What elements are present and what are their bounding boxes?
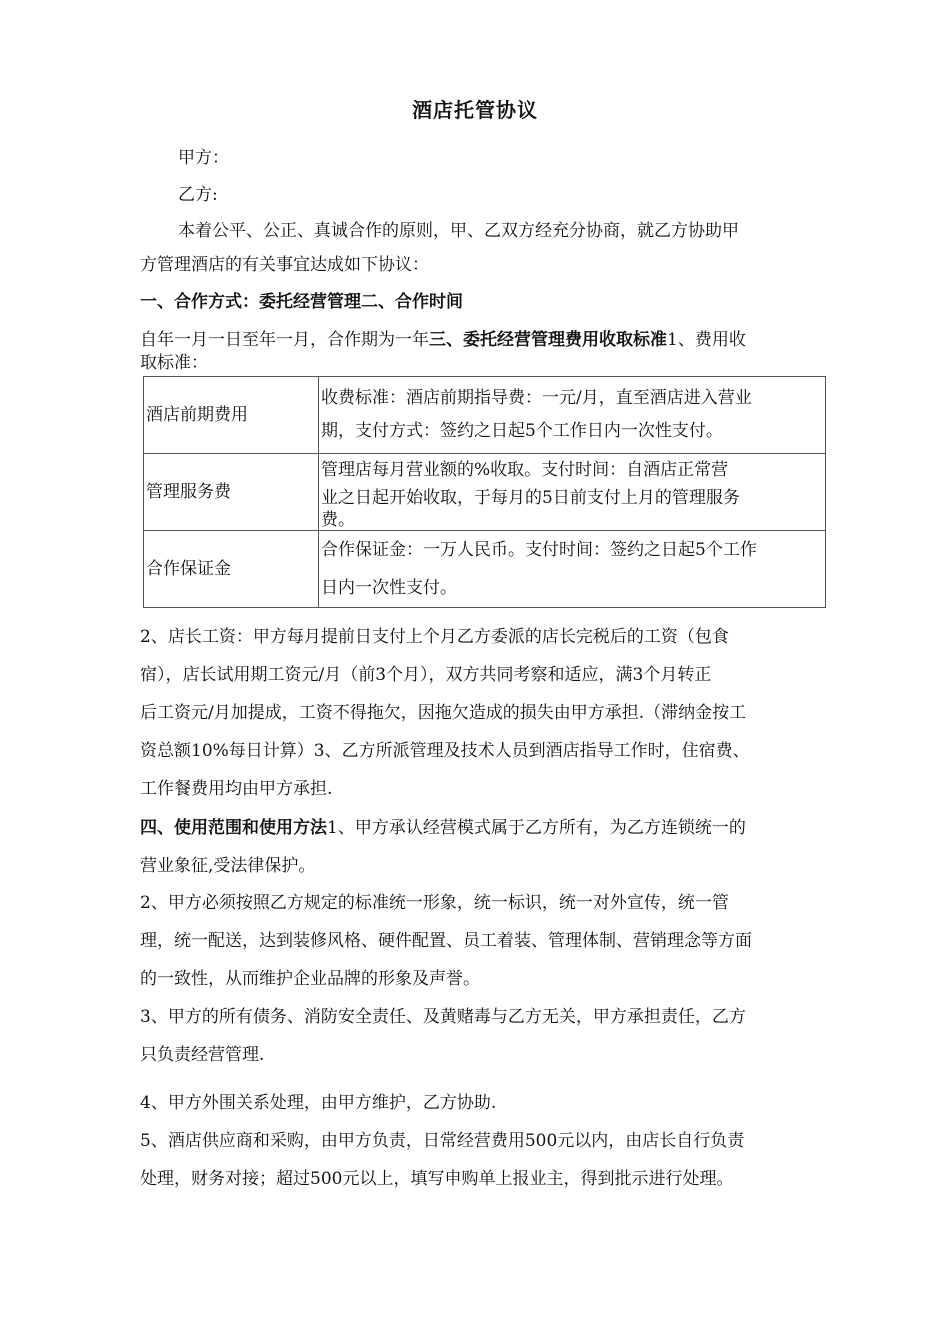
term-text: 自年一月一日至年一月，合作期为一年 bbox=[140, 330, 429, 350]
fee-desc-cell bbox=[319, 377, 826, 454]
section-4-heading: 四、使用范围和使用方法 bbox=[140, 818, 327, 838]
table-row bbox=[144, 531, 826, 608]
fee-desc-cell bbox=[319, 531, 826, 608]
fee-desc-line: 合作保证金：一万人民币。支付时间：签约之日起5个工作 bbox=[321, 540, 757, 560]
section-4-item-1a: 1、甲方承认经营模式属于乙方所有，为乙方连锁统一的 bbox=[327, 818, 746, 838]
salary-line: 宿），店长试用期工资元/月（前3个月），双方共同考察和适应，满3个月转正 bbox=[140, 665, 712, 685]
salary-line: 2、店长工资：甲方每月提前日支付上个月乙方委派的店长完税后的工资（包食 bbox=[140, 627, 729, 647]
section-4-item-2: 理，统一配送，达到装修风格、硬件配置、员工着装、管理体制、营销理念等方面 bbox=[140, 931, 752, 951]
fee-desc-line: 管理店每月营业额的%收取。支付时间：自酒店正常营 bbox=[321, 460, 729, 480]
salary-line: 资总额10%每日计算）3、乙方所派管理及技术人员到酒店指导工作时，住宿费、 bbox=[140, 741, 750, 761]
fee-item-1: 1、费用收 bbox=[667, 330, 746, 350]
fee-desc-line: 业之日起开始收取，于每月的5日前支付上月的管理服务 bbox=[321, 488, 740, 508]
fee-desc-line: 期，支付方式：签约之日起5个工作日内一次性支付。 bbox=[321, 421, 723, 441]
fee-item-1-cont: 取标准： bbox=[140, 353, 208, 373]
salary-line: 工作餐费用均由甲方承担. bbox=[140, 779, 333, 799]
document-title: 酒店托管协议 bbox=[412, 98, 538, 122]
salary-line: 后工资元/月加提成，工资不得拖欠，因拖欠造成的损失由甲方承担.（滞纳金按工 bbox=[140, 703, 747, 723]
fee-name-cell: 酒店前期费用 bbox=[144, 377, 319, 454]
table-row bbox=[144, 377, 826, 454]
party-a-label: 甲方： bbox=[178, 148, 229, 168]
party-b-label: 乙方: bbox=[178, 185, 218, 205]
fee-name-cell: 管理服务费 bbox=[144, 454, 319, 531]
section-4-item-2: 2、甲方必须按照乙方规定的标准统一形象，统一标识，统一对外宣传，统一管 bbox=[140, 893, 729, 913]
section-4-item-3: 只负责经营管理. bbox=[140, 1045, 265, 1065]
section-4-line bbox=[140, 813, 746, 838]
fee-desc-line: 费。 bbox=[321, 510, 355, 530]
term-line bbox=[140, 325, 746, 350]
fee-name-cell: 合作保证金 bbox=[144, 531, 319, 608]
section-4-item-4: 4、甲方外围关系处理，由甲方维护，乙方协助. bbox=[140, 1093, 497, 1113]
section-3-heading: 三、委托经营管理费用收取标准 bbox=[429, 330, 667, 350]
section-4-item-2: 的一致性，从而维护企业品牌的形象及声誉。 bbox=[140, 969, 480, 989]
fee-table bbox=[143, 376, 826, 608]
fee-desc-line: 日内一次性支付。 bbox=[321, 578, 457, 598]
intro-line-2: 方管理酒店的有关事宜达成如下协议： bbox=[140, 255, 429, 275]
intro-line-1: 本着公平、公正、真诚合作的原则，甲、乙双方经充分协商，就乙方协助甲 bbox=[178, 221, 739, 241]
section-4-item-1b: 营业象征,受法律保护。 bbox=[140, 856, 316, 876]
fee-desc-cell bbox=[319, 454, 826, 531]
table-row bbox=[144, 454, 826, 531]
fee-desc-line: 收费标准：酒店前期指导费：一元/月，直至酒店进入营业 bbox=[321, 388, 752, 408]
section-1-heading: 一、合作方式：委托经营管理二、合作时间 bbox=[140, 292, 463, 312]
section-4-item-3: 3、甲方的所有债务、消防安全责任、及黄赌毒与乙方无关，甲方承担责任，乙方 bbox=[140, 1007, 746, 1027]
section-4-item-5: 处理，财务对接；超过500元以上，填写申购单上报业主，得到批示进行处理。 bbox=[140, 1169, 734, 1189]
section-4-item-5: 5、酒店供应商和采购，由甲方负责，日常经营费用500元以内，由店长自行负责 bbox=[140, 1131, 745, 1151]
